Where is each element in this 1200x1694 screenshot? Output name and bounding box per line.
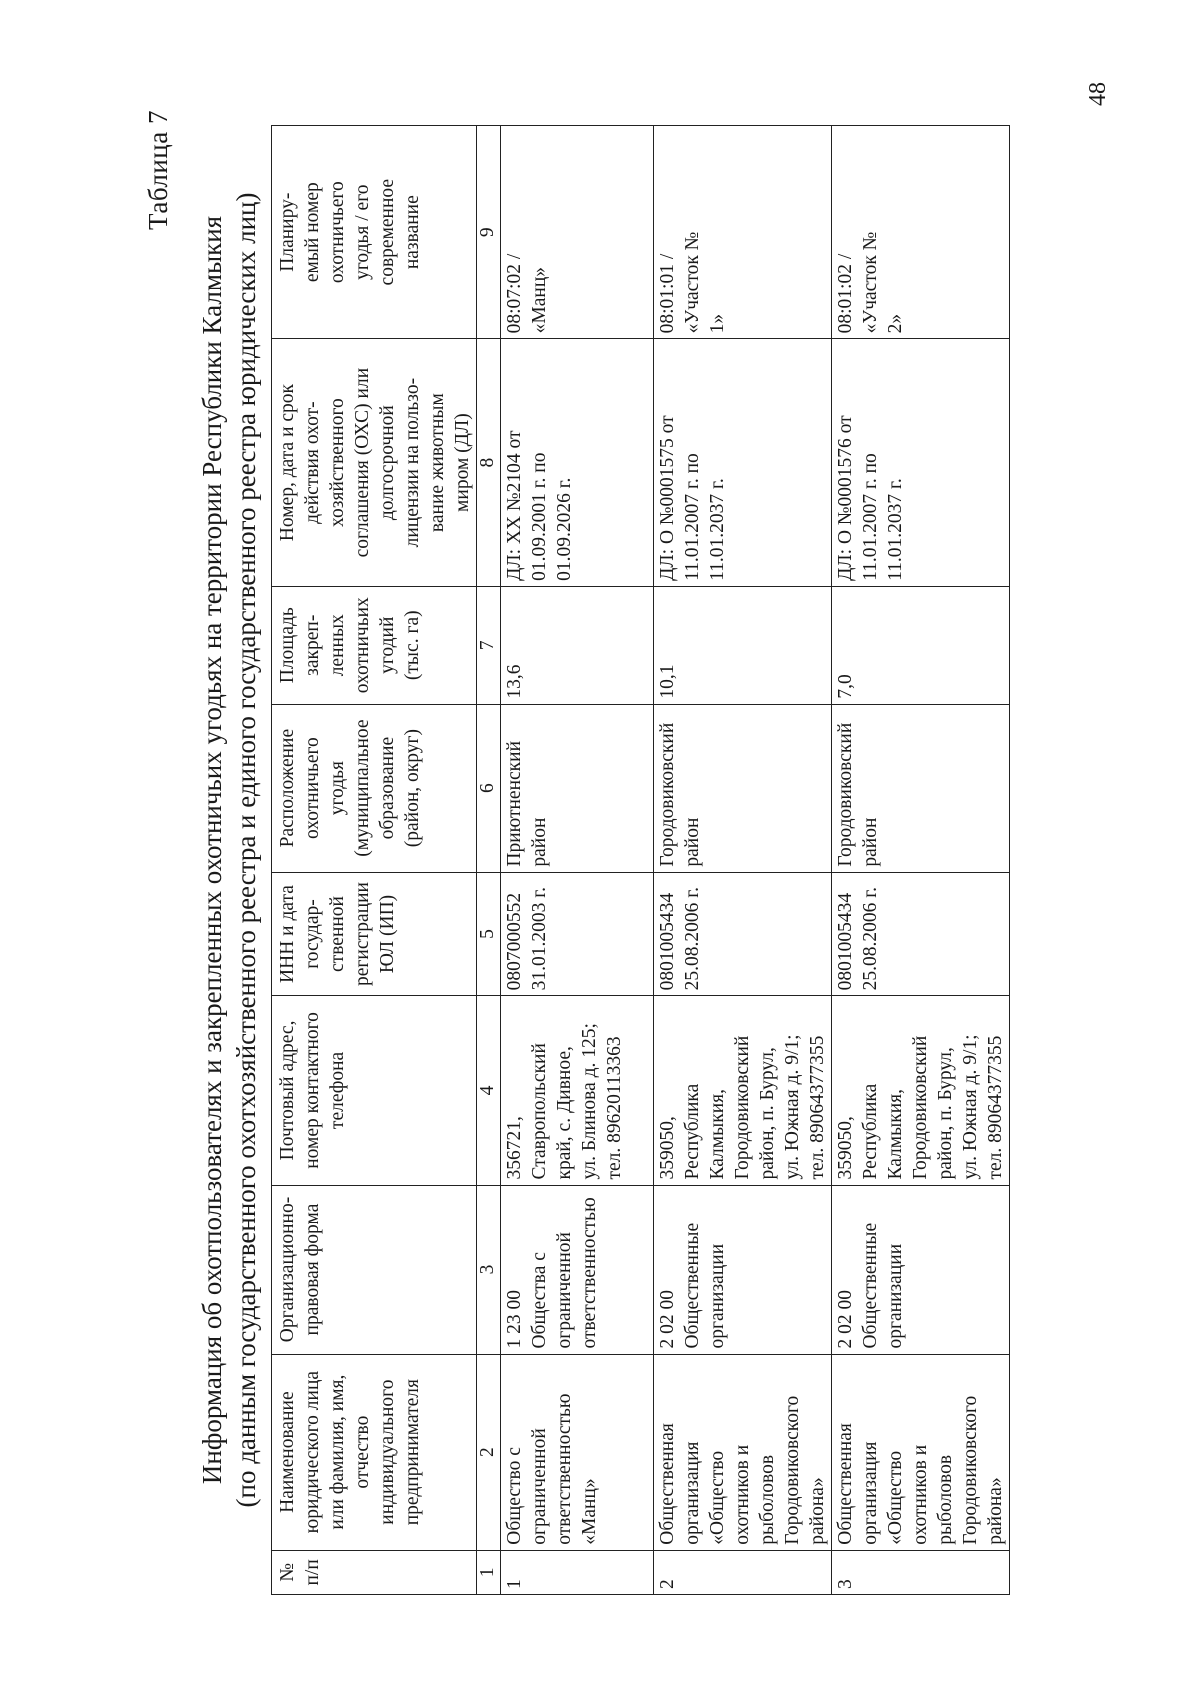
- inn-registration: 0801005434 25.08.2006 г.: [832, 872, 1010, 996]
- planned-ground-number: 08:01:02 / «Участок № 2»: [832, 126, 1010, 339]
- header-cell: Почтовый адрес, номер контактного телефона: [272, 996, 477, 1185]
- ground-location: Приютненский район: [501, 704, 654, 872]
- table-row: [501, 126, 654, 1595]
- column-number: 2: [477, 1354, 501, 1550]
- entity-name: Общественная организация «Общество охотников и рыболовов Городовиковского района»: [832, 1354, 1010, 1550]
- ground-area: 10,1: [654, 586, 832, 704]
- header-cell: Наименование юридического лица или фамилия, имя, отчество индивидуального предпринимателя: [272, 1354, 477, 1550]
- column-number: 8: [477, 339, 501, 587]
- entity-name: Общество с ограниченной ответственностью «Манц»: [501, 1354, 654, 1550]
- title-line-1: Информация об охотпользователях и закрепленных охотничьих угодьях на территории Республики Калмыкия: [197, 215, 227, 1485]
- page-number: 48: [1085, 82, 1111, 106]
- inn-registration: 0807000552 31.01.2003 г.: [501, 872, 654, 996]
- table-row: [832, 126, 1010, 1595]
- row-number: 3: [832, 1550, 1010, 1594]
- column-number: 6: [477, 704, 501, 872]
- header-cell: № п/п: [272, 1550, 477, 1594]
- postal-address: 359050, Республика Калмыкия, Городовиковский район, п. Бурул, ул. Южная д. 9/1; тел. 89064377355: [832, 996, 1010, 1185]
- legal-form: 2 02 00 Общественные организации: [654, 1185, 832, 1354]
- license-info: ДЛ: XX №2104 от 01.09.2001 г. по 01.09.2026 г.: [501, 339, 654, 587]
- legal-form: 1 23 00 Общества с ограниченной ответственностью: [501, 1185, 654, 1354]
- table-row: [654, 126, 832, 1595]
- legal-form: 2 02 00 Общественные организации: [832, 1185, 1010, 1354]
- header-cell: Планиру- емый номер охотничьего угодья / его современное название: [272, 126, 477, 339]
- header-cell: Расположение охотничьего угодья (муниципальное образование (район, округ): [272, 704, 477, 872]
- ground-area: 7,0: [832, 586, 1010, 704]
- ground-area: 13,6: [501, 586, 654, 704]
- row-number: 2: [654, 1550, 832, 1594]
- column-number: 5: [477, 872, 501, 996]
- column-number: 3: [477, 1185, 501, 1354]
- column-number-row: [477, 126, 501, 1595]
- planned-ground-number: 08:07:02 / «Манц»: [501, 126, 654, 339]
- document-title: [195, 60, 263, 1640]
- inn-registration: 0801005434 25.08.2006 г.: [654, 872, 832, 996]
- row-number: 1: [501, 1550, 654, 1594]
- postal-address: 356721, Ставропольский край, с. Дивное, ул. Блинова д. 125; тел. 89620113363: [501, 996, 654, 1185]
- header-row: [272, 126, 477, 1595]
- entity-name: Общественная организация «Общество охотников и рыболовов Городовиковского района»: [654, 1354, 832, 1550]
- header-cell: Номер, дата и срок действия охот- хозяйственного соглашения (ОХС) или долгосрочной лицензии на пользо- вание животным миром (ДЛ): [272, 339, 477, 587]
- license-info: ДЛ: О №0001575 от 11.01.2007 г. по 11.01.2037 г.: [654, 339, 832, 587]
- column-number: 4: [477, 996, 501, 1185]
- header-cell: Организационно- правовая форма: [272, 1185, 477, 1354]
- column-number: 7: [477, 586, 501, 704]
- header-cell: Площадь закреп- ленных охотничьих угодий (тыс. га): [272, 586, 477, 704]
- hunting-registry-table: [271, 125, 1010, 1595]
- table-label: Таблица 7: [143, 110, 173, 230]
- title-line-2: (по данным государственного охотхозяйственного реестра и единого государственного реестра юридических лиц): [231, 192, 261, 1508]
- postal-address: 359050, Республика Калмыкия, Городовиковский район, п. Бурул, ул. Южная д. 9/1; тел. 89064377355: [654, 996, 832, 1185]
- column-number: 9: [477, 126, 501, 339]
- planned-ground-number: 08:01:01 / «Участок № 1»: [654, 126, 832, 339]
- document-page: [85, 60, 1145, 1640]
- license-info: ДЛ: О №0001576 от 11.01.2007 г. по 11.01.2037 г.: [832, 339, 1010, 587]
- ground-location: Городовиковский район: [654, 704, 832, 872]
- ground-location: Городовиковский район: [832, 704, 1010, 872]
- header-cell: ИНН и дата государ- ственной регистрации ЮЛ (ИП): [272, 872, 477, 996]
- column-number: 1: [477, 1550, 501, 1594]
